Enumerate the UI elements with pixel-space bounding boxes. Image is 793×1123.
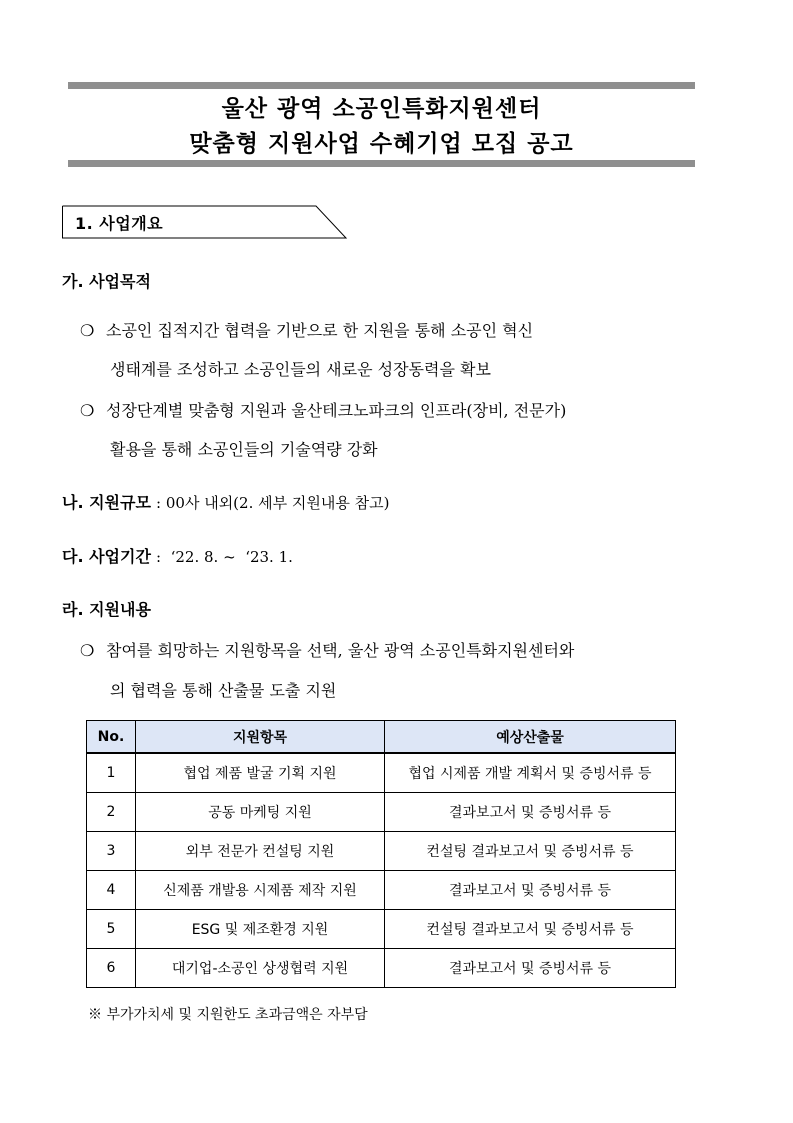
table-cell-output: 결과보고서 및 증빙서류 등 [385,949,676,988]
period-value: : ‘22. 8. ~ ‘23. 1. [156,548,293,566]
table-cell-item: 대기업-소공인 상생협력 지원 [136,949,385,988]
table-header-no: No. [87,721,136,754]
bullet-icon: ❍ [80,321,95,340]
page-title-line2: 맞춤형 지원사업 수혜기업 모집 공고 [189,131,574,157]
period-heading: 다. 사업기간 [62,547,151,566]
table-cell-no: 5 [87,910,136,949]
purpose-bullet-1-line2: 생태계를 조성하고 소공인들의 새로운 성장동력을 확보 [110,360,491,379]
scale-row [62,490,389,513]
table-header-item: 지원항목 [136,721,385,754]
table-cell-item: 외부 전문가 컨설팅 지원 [136,832,385,871]
purpose-bullet-1 [80,318,533,341]
table-cell-no: 6 [87,949,136,988]
bullet-icon: ❍ [80,401,95,420]
title-top-bar [68,82,695,89]
table-cell-output: 결과보고서 및 증빙서류 등 [385,793,676,832]
table-row [87,910,676,949]
table-row [87,832,676,871]
content-bullet-line1: 참여를 희망하는 지원항목을 선택, 울산 광역 소공인특화지원센터와 [106,641,575,660]
table-cell-no: 1 [87,753,136,793]
period-row [62,544,293,567]
table-cell-item: 협업 제품 발굴 기획 지원 [136,753,385,793]
content-bullet-line2: 의 협력을 통해 산출물 도출 지원 [110,681,337,700]
table-row [87,793,676,832]
content-heading: 라. 지원내용 [62,600,151,619]
table-cell-output: 컨설팅 결과보고서 및 증빙서류 등 [385,832,676,871]
table-header-output: 예상산출물 [385,721,676,754]
footnote: ※ 부가가치세 및 지원한도 초과금액은 자부담 [88,1007,368,1023]
purpose-bullet-2-line1: 성장단계별 맞춤형 지원과 울산테크노파크의 인프라(장비, 전문가) [106,401,567,420]
content-bullet [80,638,574,661]
support-items-table [86,720,676,988]
purpose-bullet-2 [80,398,566,421]
table-row [87,949,676,988]
section-heading: 1. 사업개요 [75,214,164,233]
table-cell-item: 공동 마케팅 지원 [136,793,385,832]
table-cell-output: 결과보고서 및 증빙서류 등 [385,871,676,910]
table-cell-output: 컨설팅 결과보고서 및 증빙서류 등 [385,910,676,949]
table-cell-output: 협업 시제품 개발 계획서 및 증빙서류 등 [385,753,676,793]
table-cell-item: 신제품 개발용 시제품 제작 지원 [136,871,385,910]
table-cell-no: 2 [87,793,136,832]
table-header-row [87,721,676,754]
page-title-line1: 울산 광역 소공인특화지원센터 [221,96,542,122]
table-cell-no: 4 [87,871,136,910]
purpose-heading: 가. 사업목적 [62,272,151,291]
table-row [87,753,676,793]
title-bottom-bar [68,160,695,167]
bullet-icon: ❍ [80,641,95,660]
table-row [87,871,676,910]
purpose-bullet-2-line2: 활용을 통해 소공인들의 기술역량 강화 [110,440,378,459]
table-cell-item: ESG 및 제조환경 지원 [136,910,385,949]
scale-value: : 00사 내외(2. 세부 지원내용 참고) [156,494,390,512]
scale-heading: 나. 지원규모 [62,493,151,512]
purpose-bullet-1-line1: 소공인 집적지간 협력을 기반으로 한 지원을 통해 소공인 혁신 [106,321,534,340]
table-cell-no: 3 [87,832,136,871]
